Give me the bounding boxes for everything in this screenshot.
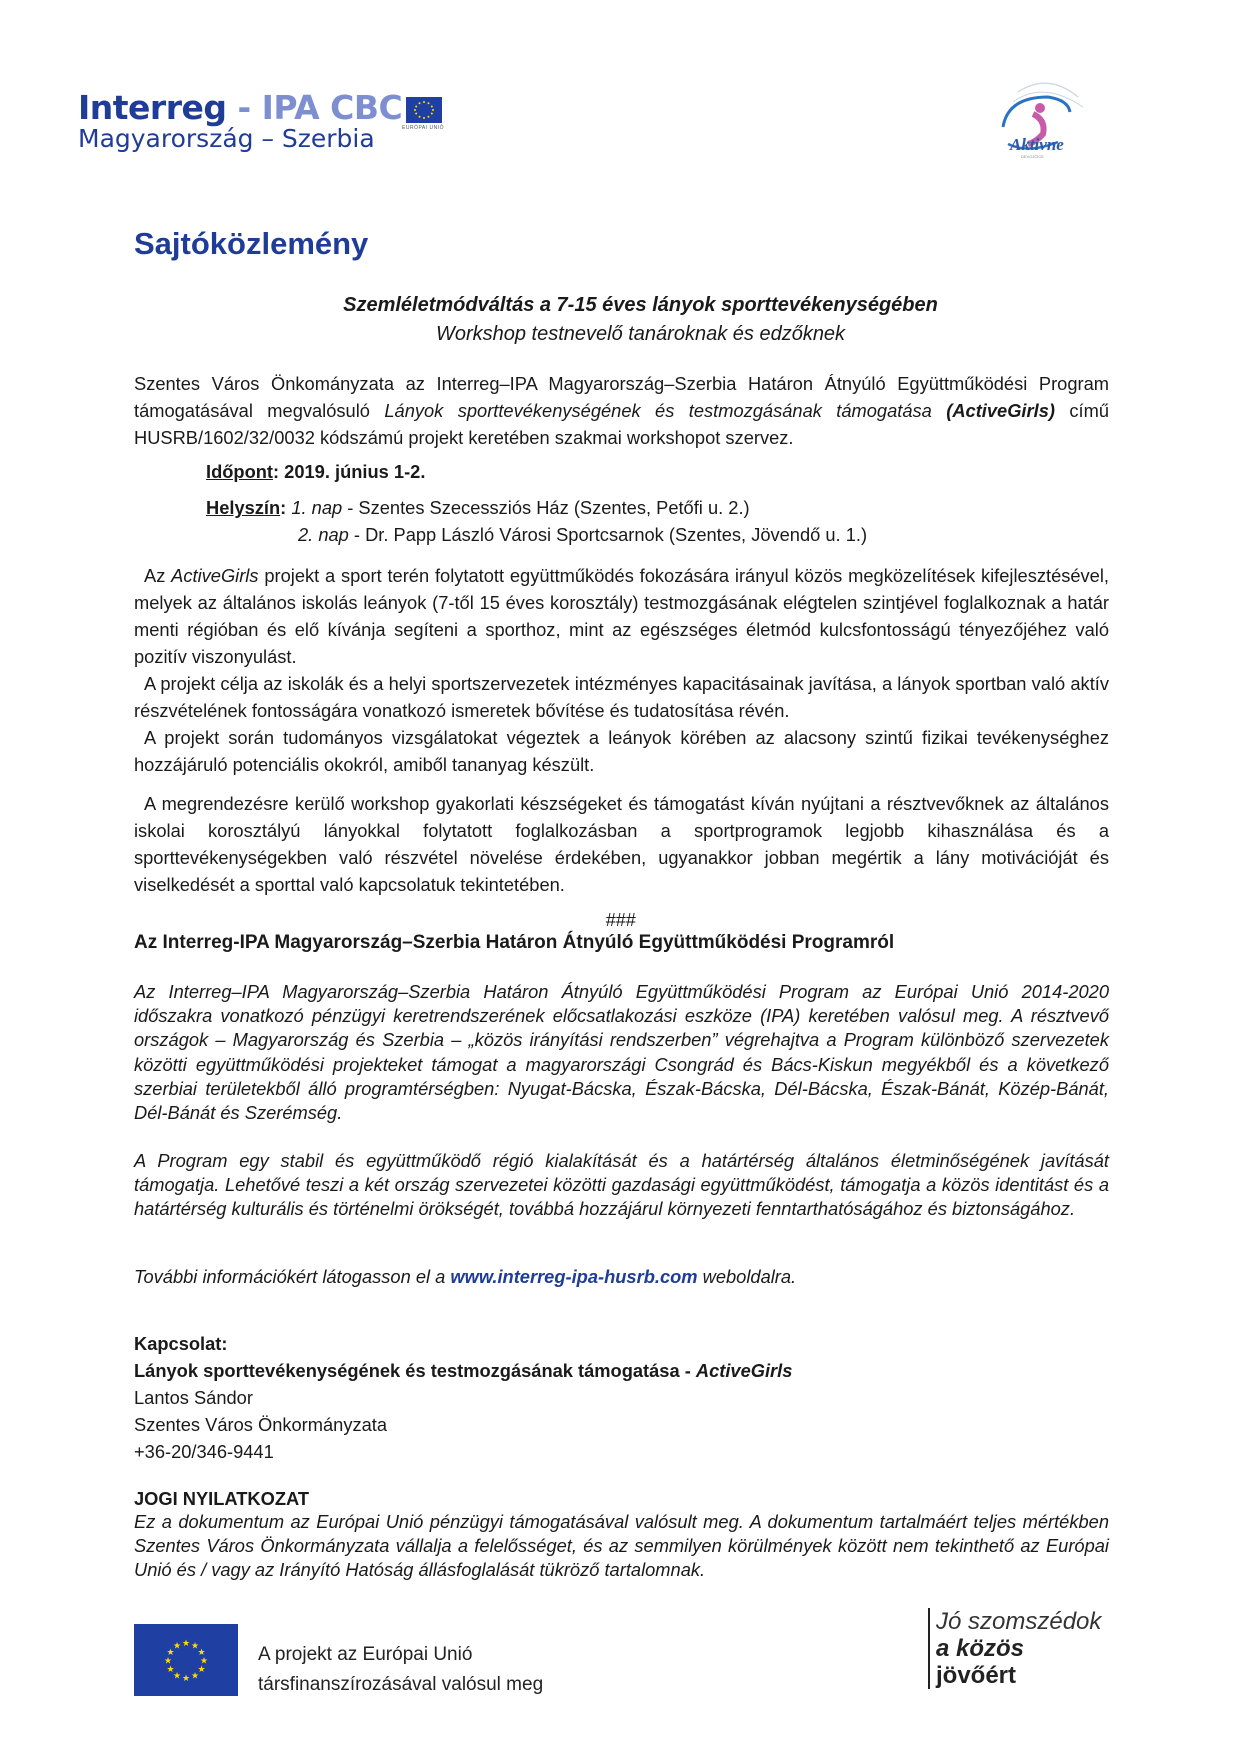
svg-text:★: ★ xyxy=(172,1641,182,1652)
svg-text:★: ★ xyxy=(199,1656,209,1667)
location-label: Helyszín xyxy=(206,497,281,518)
eu-caption-line1: A projekt az Európai Unió xyxy=(258,1644,473,1665)
body-paragraph-2: A projekt célja az iskolák és a helyi sportszervezetek intézményes kapacitásainak javítása, a lányok sportban való aktív részvételének fontosságára vonatkozó ismeretek bővítése és tudatosítása révén. xyxy=(134,673,1109,721)
slogan-line2: a közös xyxy=(936,1635,1025,1662)
svg-text:★: ★ xyxy=(181,1674,191,1684)
slogan-line3: jövőért xyxy=(936,1662,1017,1689)
legal-title: JOGI NYILATKOZAT xyxy=(134,1488,310,1509)
interreg-logo-line1 xyxy=(78,90,402,126)
day2-value: - Dr. Papp László Városi Sportcsarnok (Szentes, Jövendő u. 1.) xyxy=(348,524,868,545)
eu-flag-icon xyxy=(406,97,442,123)
contact-name: Lantos Sándor xyxy=(134,1387,253,1408)
program-paragraph-2: A Program egy stabil és együttműködő régió kialakítását és a határtérség általános életminőségének javítását támogatja. Lehetővé teszi a két ország szervezetei közötti gazdasági együttműködést, támogatja a közös identitást és a határtérség kulturális és történelmi örökségét, továbbá hozzájárul környezeti fenntarthatóságához és biztonságához. xyxy=(134,1150,1109,1220)
project-name: Lányok sporttevékenységének és testmozgásának támogatása xyxy=(384,400,932,421)
interreg-logo xyxy=(78,90,402,154)
program-heading: Az Interreg-IPA Magyarország–Szerbia Határon Átnyúló Együttműködési Programról xyxy=(134,932,895,953)
slogan-line1: Jó szomszédok xyxy=(936,1608,1102,1635)
subtitle-main xyxy=(0,294,1241,317)
intro-text: Szentes Város Önkományzata az Interreg–IPA Magyarország–Szerbia Határon Átnyúló Együttműködési Program támogatásával megvalósuló xyxy=(134,373,1109,421)
eu-caption-small: EURÓPAI UNIÓ xyxy=(402,125,445,131)
svg-text:★: ★ xyxy=(190,1671,200,1682)
svg-text:★: ★ xyxy=(172,1671,182,1682)
project-acronym: ActiveGirls xyxy=(171,565,259,586)
more-info xyxy=(134,1265,1109,1289)
svg-text:Aktivne: Aktivne xyxy=(1010,135,1064,154)
page-title: Sajtóközlemény xyxy=(134,226,369,261)
svg-text:★: ★ xyxy=(166,1665,175,1675)
contact-project-name: Lányok sporttevékenységének és testmozgásának támogatása - xyxy=(134,1360,696,1381)
date-value: : 2019. június 1-2. xyxy=(273,461,426,482)
subtitle-secondary xyxy=(0,323,1241,346)
day1-value: - Szentes Szecessziós Ház (Szentes, Petőfi u. 2.) xyxy=(342,497,750,518)
website-link[interactable]: www.interreg-ipa-husrb.com xyxy=(450,1266,698,1287)
date-label: Időpont xyxy=(206,461,274,482)
ipa-cbc-word: - IPA CBC xyxy=(226,88,403,127)
interreg-word: Interreg xyxy=(78,88,227,127)
contact-phone: +36-20/346-9441 xyxy=(134,1441,274,1462)
subtitle-secondary-text: Workshop testnevelő tanároknak és edzőknek xyxy=(435,323,846,345)
svg-text:★: ★ xyxy=(181,1639,191,1649)
subtitle-main-text: Szemléletmódváltás a 7-15 éves lányok sporttevékenységében xyxy=(343,294,938,316)
location-colon: : xyxy=(280,497,292,518)
event-date xyxy=(206,458,425,485)
intro-paragraph xyxy=(134,370,1109,451)
program-paragraph-1: Az Interreg–IPA Magyarország–Szerbia Határon Átnyúló Együttműködési Program az Európai Unió 2014-2020 időszakra vonatkozó pénzügyi keretrendszerének előcsatlakozási eszköze (IPA) keretében valósul meg. A résztvevő országok – Magyarország és Szerbia – „közös irányítási rendszerben” végrehajtva a Program különböző szervezetek közötti együttműködési projekteket támogat a magyarországi Csongrád és Bács-Kiskun megyékből és a következő szerbiai területekből álló programtérségben: Nyugat-Bácska, Észak-Bácska, Dél-Bácska, Észak-Bánát, Közép-Bánát, Dél-Bánát és Szerémség. xyxy=(134,981,1109,1124)
svg-text:★: ★ xyxy=(197,1665,206,1675)
project-acronym: (ActiveGirls) xyxy=(946,400,1055,421)
spacer xyxy=(932,400,946,421)
body-paragraph-1 xyxy=(134,562,1109,670)
svg-text:DEVOJČICE: DEVOJČICE xyxy=(1021,154,1044,159)
contact-org: Szentes Város Önkormányzata xyxy=(134,1414,388,1435)
day2-label: 2. nap xyxy=(298,524,349,545)
eu-caption-line2: társfinanszírozásával valósul meg xyxy=(258,1674,544,1695)
body-paragraph-4: A megrendezésre kerülő workshop gyakorlati készségeket és támogatást kíván nyújtani a résztvevőknek az általános iskolai korosztályú lányokkal folytatott foglalkozásban a sportprogramok legjobb kihasználása és a sporttevékenységekben való részvétel növelése érdekében, ugyanakkor jobban megértik a lány motivációját és viselkedését a sporttal való kapcsolatuk tekintetében. xyxy=(134,793,1109,895)
eu-cofinance-caption xyxy=(258,1640,543,1700)
contact-project xyxy=(134,1357,792,1384)
more-info-text: További információkért látogasson el a xyxy=(134,1266,451,1287)
contact-label: Kapcsolat: xyxy=(134,1333,228,1354)
separator: ### xyxy=(605,910,636,930)
day1-label: 1. nap xyxy=(291,497,343,518)
contact-project-acronym: ActiveGirls xyxy=(695,1360,793,1381)
aktivne-devojcice-logo xyxy=(988,72,1088,162)
svg-text:★: ★ xyxy=(197,1648,206,1658)
more-info-end: weboldalra. xyxy=(697,1266,797,1287)
para1-pre: Az xyxy=(144,565,172,586)
contact-block xyxy=(134,1330,792,1465)
interreg-logo-line2: Magyarország – Szerbia xyxy=(78,124,375,153)
svg-text:★: ★ xyxy=(163,1656,173,1667)
program-slogan xyxy=(928,1608,1101,1689)
para1-post: projekt a sport terén folytatott együttműködés fokozására irányul közös megközelítések kifejlesztésével, melyek az általános iskolás leányok (7-től 15 éves korosztály) testmozgásának elégtelen szintjével foglalkoznak a határ menti régióban és elő kívánja segíteni a sporthoz, mint az egészséges életmód kulcsfontosságú tényezőjéhez való pozitív viszonyulást. xyxy=(134,565,1109,667)
svg-text:★: ★ xyxy=(166,1648,175,1658)
event-location-day2 xyxy=(298,521,867,548)
eu-flag-icon xyxy=(134,1624,238,1696)
intro-text-end: című HUSRB/1602/32/0032 kódszámú projekt keretében szakmai workshopot szervez. xyxy=(134,400,1109,448)
svg-text:★: ★ xyxy=(190,1641,200,1652)
body-paragraph-3: A projekt során tudományos vizsgálatokat végeztek a leányok körében az alacsony szintű fizikai tevékenységhez hozzájáruló potenciális okokról, amiből tananyag készült. xyxy=(134,727,1109,775)
legal-text: Ez a dokumentum az Európai Unió pénzügyi támogatásával valósult meg. A dokumentum tartalmáért teljes mértékben Szentes Város Önkormányzata vállalja a felelősséget, és az semmilyen körülmények között nem tekinthető az Európai Unió és / vagy az Irányító Hatóság állásfoglalását tükröző tartalomnak. xyxy=(134,1511,1109,1581)
event-location-day1 xyxy=(206,494,750,521)
